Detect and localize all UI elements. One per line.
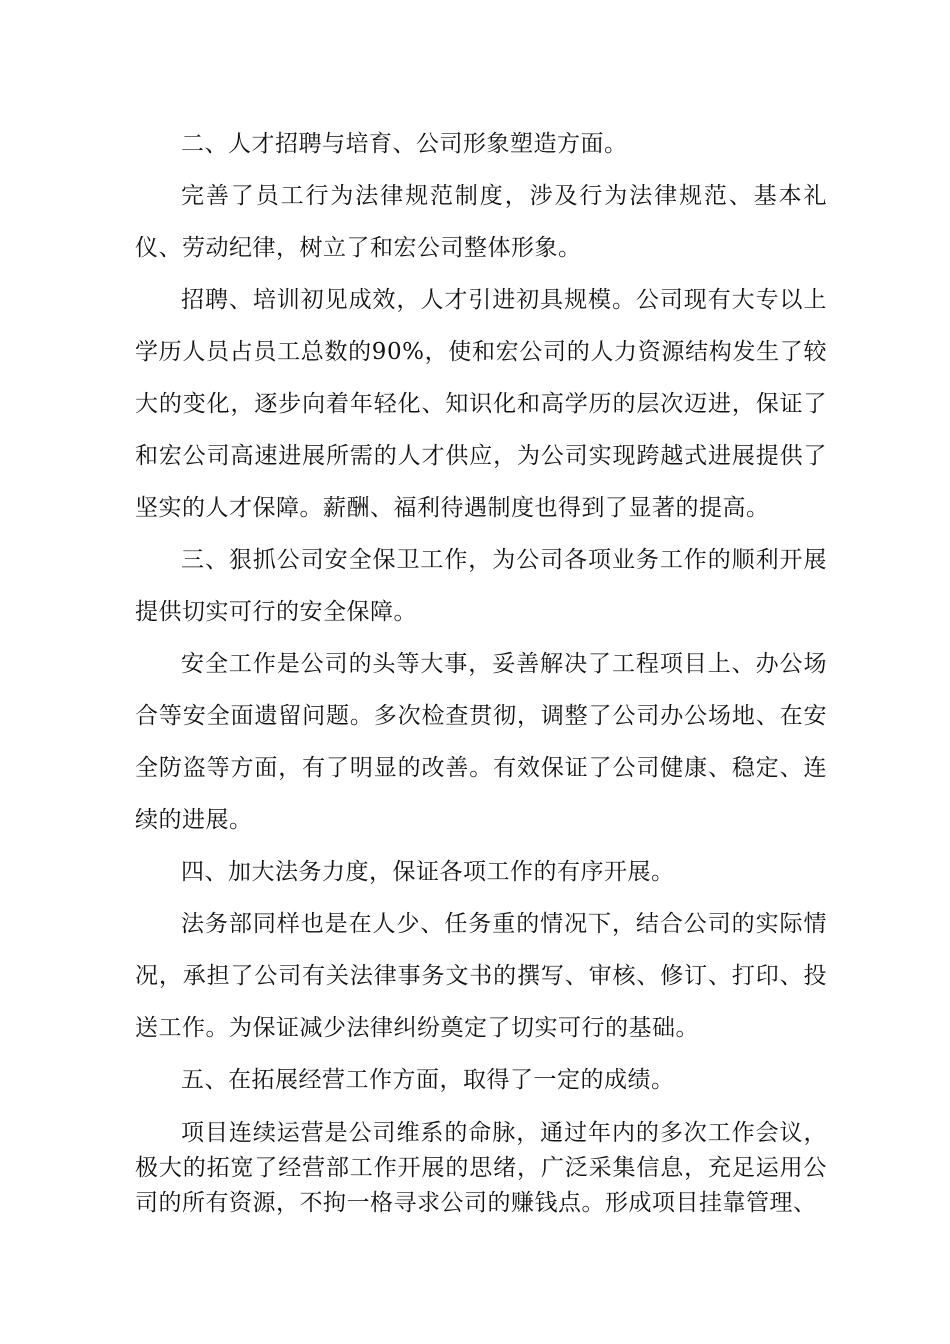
section-heading-talent: 二、人才招聘与培育、公司形象塑造方面。: [181, 131, 628, 157]
paragraph-safety: 安全工作是公司的头等大事，妥善解决了工程项目上、办公场合等安全面遗留问题。多次检查贯彻，调整了公司办公场地、在安全防盗等方面，有了明显的改善。有效保证了公司健康、稳定、连续的进展。: [135, 651, 827, 833]
section-heading-legal: 四、加大法务力度，保证各项工作的有序开展。: [181, 859, 675, 885]
section-heading-security: 三、狠抓公司安全保卫工作，为公司各项业务工作的顺利开展提供切实可行的安全保障。: [135, 547, 827, 625]
document-body: [135, 118, 827, 1221]
paragraph-recruitment: 招聘、培训初见成效，人才引进初具规模。公司现有大专以上学历人员占员工总数的90%，使和宏公司的人力资源结构发生了较大的变化，逐步向着年轻化、知识化和高学历的层次迈进，保证了和宏公司高速进展所需的人才供应，为公司实现跨越式进展提供了坚实的人才保障。薪酬、福利待遇制度也得到了显著的提高。: [135, 287, 827, 521]
section-heading-business: 五、在拓展经营工作方面，取得了一定的成绩。: [181, 1067, 675, 1093]
paragraph-business: 项目连续运营是公司维系的命脉，通过年内的多次工作会议，极大的拓宽了经营部工作开展的思绪，广泛采集信息，充足运用公司的所有资源，不拘一格寻求公司的赚钱点。形成项目挂靠管理、: [135, 1120, 827, 1216]
paragraph-legal: 法务部同样也是在人少、任务重的情况下，结合公司的实际情况，承担了公司有关法律事务文书的撰写、审核、修订、打印、投送工作。为保证减少法律纠纷奠定了切实可行的基础。: [135, 911, 827, 1041]
paragraph-conduct-rules: 完善了员工行为法律规范制度，涉及行为法律规范、基本礼仪、劳动纪律，树立了和宏公司整体形象。: [135, 183, 827, 261]
